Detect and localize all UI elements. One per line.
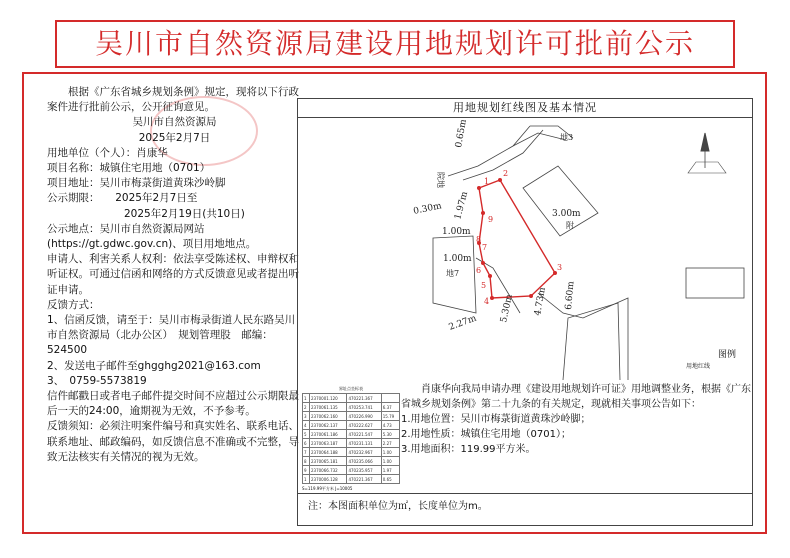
table-cell: 4 [303, 421, 310, 430]
legend-title: 图例 [718, 350, 737, 360]
table-cell: 470235.957 [347, 466, 381, 475]
table-cell: 1.00 [381, 457, 399, 466]
issue-date: 2025年2月7日 [138, 131, 211, 144]
table-cell: 6.37 [381, 403, 399, 412]
table-cell: 15.79 [381, 412, 399, 421]
table-cell: 2370061.186 [309, 430, 346, 439]
land-user: 用地单位（个人）：肖康华 [47, 146, 168, 159]
page-title: 吴川市自然资源局建设用地规划许可批前公示 [94, 27, 695, 60]
table-cell: 0.65 [381, 475, 399, 484]
feedback-method: 反馈方式： [47, 298, 100, 311]
dim-5-30: 5.30m [499, 293, 515, 324]
right-parcel-label: 附 [566, 221, 574, 230]
feedback-mail: 1、信函反馈，请至于：吴川市梅录街道人民东路吴川市自然资源局（北办公区） 规划管理股 邮编：524500 [47, 314, 296, 357]
coordinate-table [302, 384, 400, 502]
table-cell: 2370061.135 [309, 403, 346, 412]
point-3: 3 [557, 263, 563, 272]
rights-text: 申请人、利害关系人权利：依法享受陈述权、申辩权和听证权。可通过信函和网络的方式反馈意见或者提出听证申请。 [47, 253, 299, 296]
dim-0-30: 0.30m [412, 201, 443, 217]
table-cell: 470235.066 [347, 457, 381, 466]
desc-item-3: 3.用地面积：119.99平方米。 [401, 444, 536, 455]
table-row [303, 421, 400, 430]
dim-3-00: 3.00m [552, 209, 581, 219]
point-9: 9 [488, 215, 494, 224]
table-cell: 470232.967 [347, 448, 381, 457]
red-boundary [479, 180, 555, 298]
table-row [303, 457, 400, 466]
point-4: 4 [484, 297, 490, 306]
lot3-edge-1 [513, 133, 566, 146]
table-cell: 4.73 [381, 421, 399, 430]
dim-2-27: 2.27m [447, 313, 478, 333]
legend-box [686, 268, 744, 298]
point-1: 1 [484, 177, 490, 186]
table-cell: 2370006.128 [309, 475, 346, 484]
point-5: 5 [481, 281, 487, 290]
period-end: 2025年2月19日(共10日) [124, 207, 245, 220]
table-cell: 6 [303, 439, 310, 448]
table-cell: 1 [303, 394, 310, 403]
table-cell: 5.30 [381, 430, 399, 439]
project-name: 项目名称：城镇住宅用地（0701） [47, 162, 211, 175]
notice-place: 公示地点：吴川市自然资源局网站(https://gt.gdwc.gov.cn)、项目用地地点。 [47, 222, 257, 251]
project-address: 项目地址：吴川市梅菉街道黄珠沙岭脚 [47, 177, 226, 190]
table-cell: 2370065.181 [309, 457, 346, 466]
lot7-label: 地7 [446, 269, 460, 278]
table-cell: 470221.367 [347, 394, 381, 403]
notice-text [47, 85, 302, 465]
table-cell: 2370001.120 [309, 394, 346, 403]
table-row [303, 430, 400, 439]
desc-item-2: 2.用地性质：城镇住宅用地（0701）； [401, 429, 571, 440]
deadline-text: 信件邮戳日或者电子邮件提交时间不应超过公示期限最后一天的24:00，逾期视为无效，不予参考。 [47, 390, 299, 418]
table-row [303, 466, 400, 475]
coordinate-total: S=119.99平方米 J=10005 [302, 486, 353, 491]
table-cell: 2370066.732 [309, 466, 346, 475]
table-cell: 8 [303, 457, 310, 466]
table-cell [381, 394, 399, 403]
table-row [303, 403, 400, 412]
table-row [303, 475, 400, 484]
table-cell: 1.97 [381, 466, 399, 475]
table-cell: 470221.547 [347, 430, 381, 439]
table-row [303, 412, 400, 421]
table-cell: 470226.990 [347, 412, 381, 421]
north-arrow-icon [688, 133, 726, 173]
dim-4-73: 4.73m [533, 286, 548, 317]
project-description [401, 382, 751, 457]
table-row [303, 394, 400, 403]
point-7: 7 [482, 243, 488, 252]
period-start: 公示期限： 2025年2月7日至 [47, 192, 198, 205]
table-cell: 2370064.188 [309, 448, 346, 457]
road-label: 院地 [436, 172, 445, 188]
desc-item-1: 1.用地位置：吴川市梅菉街道黄珠沙岭脚； [401, 414, 591, 425]
table-cell: 1.00 [381, 448, 399, 457]
legend-label: 用地红线 [686, 363, 711, 370]
note-divider [298, 493, 752, 494]
table-cell: 9 [303, 466, 310, 475]
table-cell: 3 [303, 412, 310, 421]
table-cell: 2 [303, 403, 310, 412]
unit-note: 注：本图面积单位为㎡，长度单位为m。 [308, 501, 488, 512]
table-cell: 470221.367 [347, 475, 381, 484]
dim-1-00-a: 1.00m [442, 227, 471, 237]
table-cell: 2370062.160 [309, 412, 346, 421]
table-cell: 470222.627 [347, 421, 381, 430]
panel-title: 用地规划红线图及基本情况 [453, 101, 597, 114]
table-cell: 1 [303, 475, 310, 484]
table-cell: 470231.131 [347, 439, 381, 448]
plan-panel [297, 98, 753, 526]
title-frame [55, 20, 735, 68]
right-parcel [523, 166, 598, 236]
table-cell: 2370063.187 [309, 439, 346, 448]
desc-lead: 肖康华向我局申请办理《建设用地规划许可证》用地调整业务，根据《广东省城乡规划条例》第二十九条的有关规定，现就相关事项公告如下： [401, 384, 751, 410]
table-cell: 470253.741 [347, 403, 381, 412]
table-row [303, 439, 400, 448]
dim-6-60: 6.60m [564, 280, 577, 311]
point-2: 2 [503, 169, 509, 178]
coordinate-table-title: 界址点坐标表 [339, 386, 363, 391]
table-row [303, 448, 400, 457]
issuer-name: 吴川市自然资源局 [132, 116, 217, 129]
feedback-email: 2、发送电子邮件至ghgghg2021@163.com [47, 359, 261, 372]
point-8: 8 [476, 235, 482, 244]
table-cell: 7 [303, 448, 310, 457]
east-line-1 [538, 293, 628, 380]
intro-text: 根据《广东省城乡规划条例》规定，现将以下行政案件进行批前公示，公开征询意见。 [47, 86, 299, 114]
dim-1-00-b: 1.00m [443, 254, 472, 264]
feedback-phone: 3、 0759-5573819 [47, 374, 147, 387]
dim-1-97: 1.97m [453, 190, 471, 221]
table-cell: 5 [303, 430, 310, 439]
dim-0-65: 0.65m [454, 118, 469, 149]
table-cell: 2370062.137 [309, 421, 346, 430]
site-map [298, 118, 752, 380]
feedback-note: 反馈须知：必须注明案件编号和真实姓名、联系电话、联系地址、邮政编码，如反馈信息不准确或不完整，导致无法核实有关情况的视为无效。 [47, 420, 299, 463]
table-cell: 2.27 [381, 439, 399, 448]
lot3-label: 地3 [560, 133, 574, 142]
point-6: 6 [476, 266, 482, 275]
